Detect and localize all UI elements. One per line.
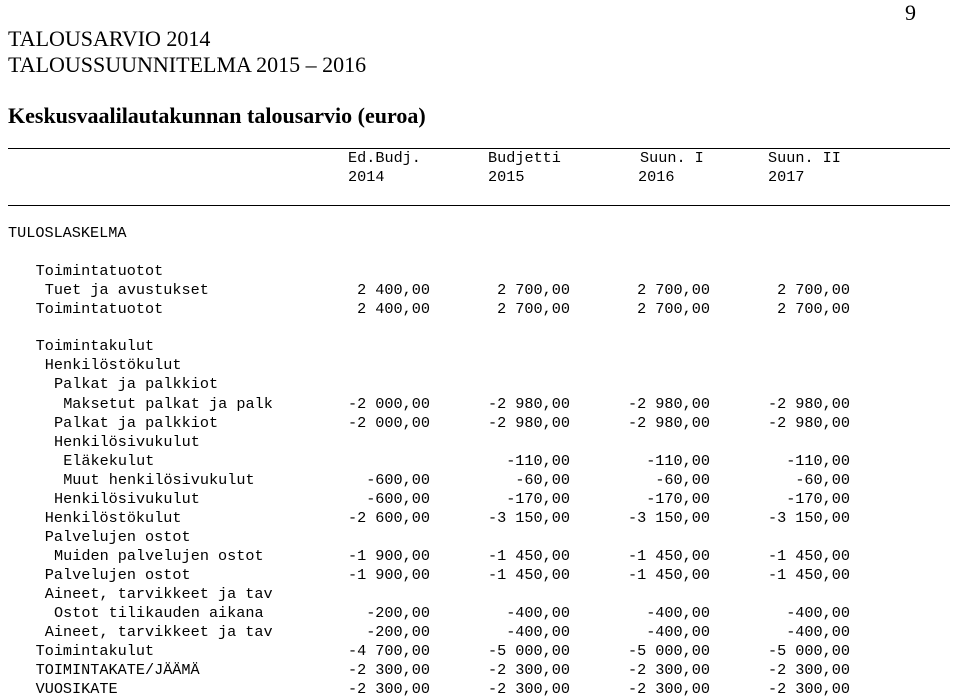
table-row bbox=[0, 661, 960, 680]
row-value: -5 000,00 bbox=[627, 642, 710, 660]
row-value: -200,00 bbox=[366, 604, 430, 622]
table-row bbox=[0, 585, 960, 604]
row-label: Ostot tilikauden aikana bbox=[54, 604, 264, 622]
column-header-suun-2: Suun. II bbox=[768, 149, 841, 167]
column-header-budjetti: Budjetti bbox=[488, 149, 561, 167]
row-value: -2 980,00 bbox=[487, 414, 570, 432]
column-header-row-years bbox=[0, 168, 960, 187]
page-number: 9 bbox=[905, 0, 916, 25]
table-row bbox=[0, 356, 960, 375]
row-value: -2 980,00 bbox=[627, 395, 710, 413]
row-value: -400,00 bbox=[506, 623, 570, 641]
row-label: Muut henkilösivukulut bbox=[63, 471, 255, 489]
table-row bbox=[0, 509, 960, 528]
row-label: TOIMINTAKATE/JÄÄMÄ bbox=[35, 661, 200, 679]
row-value: 2 400,00 bbox=[357, 281, 430, 299]
table-row bbox=[0, 547, 960, 566]
row-label: Tuet ja avustukset bbox=[44, 281, 209, 299]
table-row bbox=[0, 262, 960, 281]
table-row bbox=[0, 452, 960, 471]
table-row bbox=[0, 490, 960, 509]
row-value: -1 900,00 bbox=[347, 547, 430, 565]
row-value: -600,00 bbox=[366, 490, 430, 508]
header-rule-bottom bbox=[8, 205, 950, 206]
row-value: -2 300,00 bbox=[487, 661, 570, 679]
column-header-ed-budj: Ed.Budj. bbox=[348, 149, 421, 167]
table-row bbox=[0, 604, 960, 623]
row-label: Toimintakulut bbox=[35, 642, 155, 660]
row-label: Eläkekulut bbox=[63, 452, 155, 470]
row-value: -2 300,00 bbox=[767, 661, 850, 679]
row-value: -400,00 bbox=[646, 604, 710, 622]
table-row bbox=[0, 395, 960, 414]
table-row bbox=[0, 623, 960, 642]
table-row bbox=[0, 337, 960, 356]
row-value: -60,00 bbox=[515, 471, 570, 489]
row-value: -1 450,00 bbox=[487, 547, 570, 565]
row-value: -1 450,00 bbox=[487, 566, 570, 584]
row-value: 2 700,00 bbox=[637, 281, 710, 299]
row-value: -400,00 bbox=[786, 623, 850, 641]
row-label: Palkat ja palkkiot bbox=[54, 414, 219, 432]
table-row bbox=[0, 224, 960, 243]
row-value: 2 700,00 bbox=[777, 281, 850, 299]
row-label: Henkilöstökulut bbox=[44, 509, 182, 527]
table-row bbox=[0, 642, 960, 661]
table-row bbox=[0, 566, 960, 585]
row-value: -2 600,00 bbox=[347, 509, 430, 527]
row-value: -1 900,00 bbox=[347, 566, 430, 584]
row-value: -2 300,00 bbox=[487, 680, 570, 698]
row-value: -2 300,00 bbox=[627, 680, 710, 698]
row-value: -5 000,00 bbox=[487, 642, 570, 660]
table-row bbox=[0, 300, 960, 319]
row-value: -1 450,00 bbox=[767, 547, 850, 565]
row-value: 2 700,00 bbox=[637, 300, 710, 318]
row-value: -1 450,00 bbox=[627, 566, 710, 584]
row-value: 2 700,00 bbox=[497, 300, 570, 318]
row-value: -2 000,00 bbox=[347, 414, 430, 432]
table-row bbox=[0, 281, 960, 300]
row-value: -170,00 bbox=[786, 490, 850, 508]
row-value: -2 980,00 bbox=[767, 395, 850, 413]
column-year-2017: 2017 bbox=[768, 168, 805, 186]
row-value: -60,00 bbox=[655, 471, 710, 489]
row-value: -2 300,00 bbox=[347, 661, 430, 679]
row-value: 2 700,00 bbox=[777, 300, 850, 318]
row-label: Henkilöstökulut bbox=[44, 356, 182, 374]
row-label: TULOSLASKELMA bbox=[8, 224, 127, 242]
row-value: -2 980,00 bbox=[767, 414, 850, 432]
row-value: -3 150,00 bbox=[767, 509, 850, 527]
row-label: Aineet, tarvikkeet ja tav bbox=[44, 623, 273, 641]
row-value: -110,00 bbox=[646, 452, 710, 470]
row-value: -60,00 bbox=[795, 471, 850, 489]
column-header-suun-1: Suun. I bbox=[640, 149, 704, 167]
row-value: -2 000,00 bbox=[347, 395, 430, 413]
table-row bbox=[0, 433, 960, 452]
row-value: -2 300,00 bbox=[627, 661, 710, 679]
column-year-2016: 2016 bbox=[638, 168, 675, 186]
row-label: Toimintakulut bbox=[35, 337, 155, 355]
row-label: Palvelujen ostot bbox=[44, 528, 191, 546]
row-value: -400,00 bbox=[506, 604, 570, 622]
document-title: TALOUSARVIO 2014 bbox=[8, 26, 211, 51]
row-value: -5 000,00 bbox=[767, 642, 850, 660]
row-value: -2 980,00 bbox=[627, 414, 710, 432]
column-header-row-top bbox=[0, 149, 960, 168]
row-value: -110,00 bbox=[506, 452, 570, 470]
row-label: Palkat ja palkkiot bbox=[54, 375, 219, 393]
row-value: -2 980,00 bbox=[487, 395, 570, 413]
row-value: -110,00 bbox=[786, 452, 850, 470]
table-row bbox=[0, 375, 960, 394]
table-row bbox=[0, 414, 960, 433]
row-value: -2 300,00 bbox=[767, 680, 850, 698]
row-value: -170,00 bbox=[506, 490, 570, 508]
row-value: -3 150,00 bbox=[487, 509, 570, 527]
row-label: Toimintatuotot bbox=[35, 300, 164, 318]
table-row bbox=[0, 471, 960, 490]
row-value: -400,00 bbox=[786, 604, 850, 622]
row-value: -4 700,00 bbox=[347, 642, 430, 660]
section-title: Keskusvaalilautakunnan talousarvio (euroa) bbox=[8, 103, 426, 128]
row-label: Toimintatuotot bbox=[35, 262, 164, 280]
row-label: Henkilösivukulut bbox=[54, 490, 200, 508]
row-value: -200,00 bbox=[366, 623, 430, 641]
document-subtitle: TALOUSSUUNNITELMA 2015 – 2016 bbox=[8, 52, 367, 77]
column-year-2014: 2014 bbox=[348, 168, 385, 186]
row-value: 2 400,00 bbox=[357, 300, 430, 318]
row-label: Aineet, tarvikkeet ja tav bbox=[44, 585, 273, 603]
column-year-2015: 2015 bbox=[488, 168, 525, 186]
row-value: -1 450,00 bbox=[627, 547, 710, 565]
row-value: -600,00 bbox=[366, 471, 430, 489]
table-row bbox=[0, 528, 960, 547]
row-value: 2 700,00 bbox=[497, 281, 570, 299]
row-label: Muiden palvelujen ostot bbox=[54, 547, 264, 565]
row-label: Palvelujen ostot bbox=[44, 566, 191, 584]
row-value: -400,00 bbox=[646, 623, 710, 641]
row-value: -170,00 bbox=[646, 490, 710, 508]
row-label: Henkilösivukulut bbox=[54, 433, 200, 451]
row-label: VUOSIKATE bbox=[35, 680, 118, 698]
row-value: -1 450,00 bbox=[767, 566, 850, 584]
table-row bbox=[0, 680, 960, 699]
row-value: -3 150,00 bbox=[627, 509, 710, 527]
row-label: Maksetut palkat ja palk bbox=[63, 395, 273, 413]
row-value: -2 300,00 bbox=[347, 680, 430, 698]
